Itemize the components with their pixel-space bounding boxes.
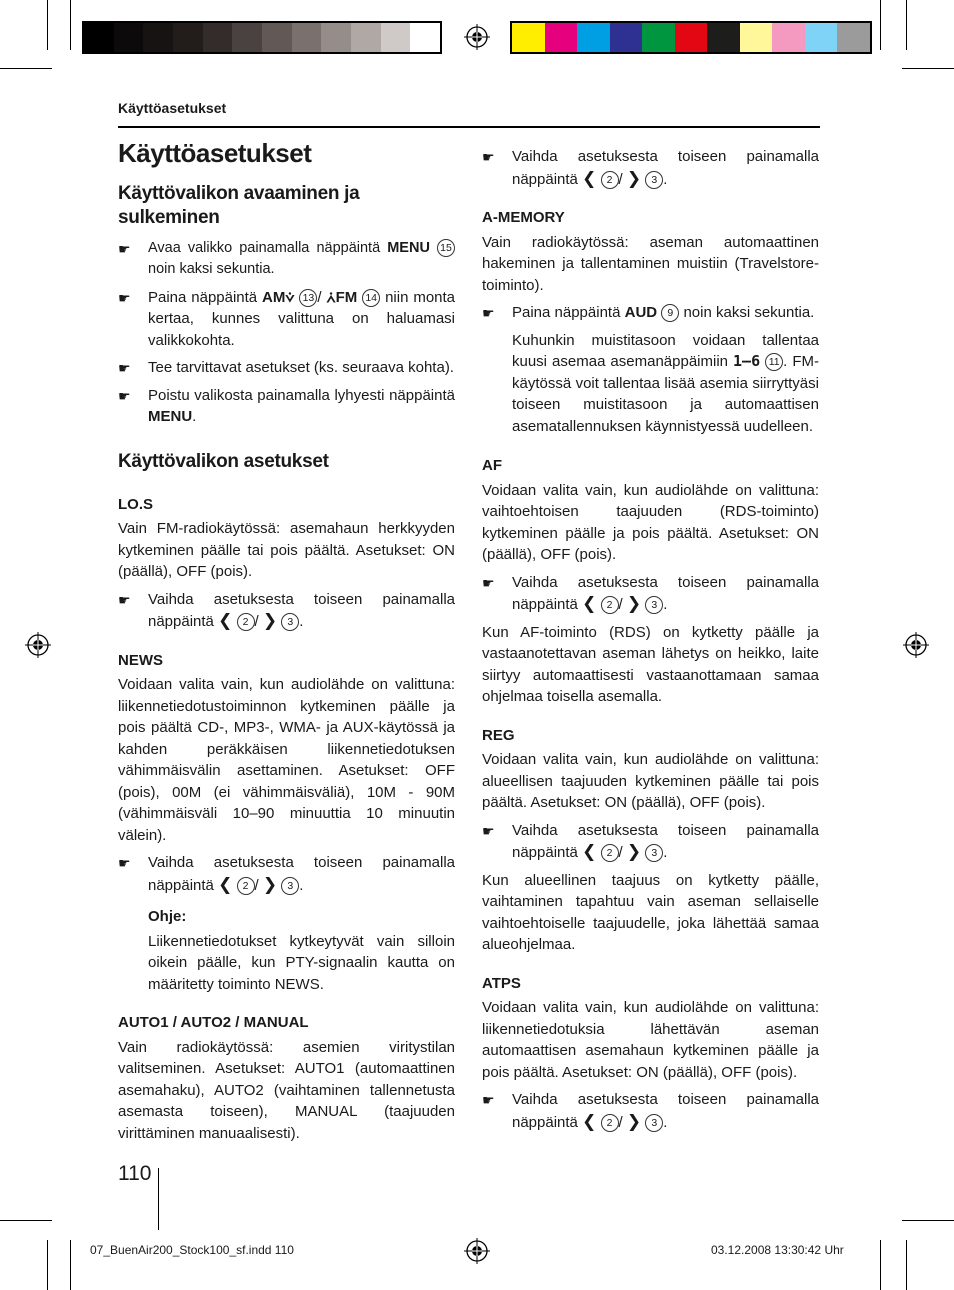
- gray-swatch: [232, 23, 262, 52]
- crop-mark: [70, 0, 71, 50]
- page-number-rule: [158, 1168, 159, 1230]
- process-swatch: [545, 23, 578, 52]
- bullet-press-aud: ☛ Paina näppäintä AUD 9 noin kaksi sekuntia.: [482, 302, 819, 324]
- setting-text-auto: Vain radiokäytössä: asemien viritystilan valitseminen. Asetukset: AUTO1 (automaattinen asemahaku), AUTO2 (vaihtaminen tallennetusta asemasta toiseen), MANUAL (taajuuden virittäminen manuaalisesti).: [118, 1038, 455, 1142]
- header-rule: [118, 126, 820, 128]
- setting-heading-af: AF: [482, 457, 502, 474]
- key-number-badge: 3: [281, 613, 299, 631]
- process-swatch: [512, 23, 545, 52]
- crop-mark: [902, 1220, 954, 1221]
- pointing-hand-icon: ☛: [118, 240, 131, 257]
- arrow-down-icon: ⩒: [285, 288, 295, 306]
- pointing-hand-icon: ☛: [482, 149, 495, 165]
- gray-swatch: [381, 23, 411, 52]
- crop-mark: [880, 0, 881, 50]
- arrow-left-icon: ❮: [582, 168, 597, 188]
- section-heading-menu-open: Käyttövalikon avaaminen ja sulkeminen: [118, 182, 360, 228]
- registration-mark-icon: [464, 1238, 490, 1264]
- gray-swatch: [351, 23, 381, 52]
- key-number-badge: 14: [362, 289, 380, 307]
- process-swatch: [772, 23, 805, 52]
- crop-mark: [906, 1240, 907, 1290]
- setting-heading-atps: ATPS: [482, 974, 521, 992]
- setting-heading-auto: AUTO1 / AUTO2 / MANUAL: [118, 1014, 309, 1031]
- section-heading-menu-settings: Käyttövalikon asetukset: [118, 450, 329, 472]
- setting-heading-los: LO.S: [118, 495, 154, 513]
- bullet-open-menu: ☛ Avaa valikko painamalla näppäintä MENU 15 noin kaksi sekuntia.: [118, 238, 455, 281]
- registration-mark-icon: [25, 632, 51, 658]
- setting-text-los: Vain FM-radiokäytössä: asemahaun herkkyyden kytkeminen päälle tai pois päältä. Asetukset: ON (päällä), OFF (pois).: [118, 520, 455, 580]
- reg-explanation: Kun alueellinen taajuus on kytketty päälle, vaihtaminen tapahtuu vain aseman sellaiselle vaihtoehtoiselle taajuudelle, joka lähettää samaa alueohjelmaa.: [482, 871, 819, 953]
- pointing-hand-icon: ☛: [482, 1092, 495, 1108]
- running-header: Käyttöasetukset: [118, 100, 227, 116]
- bullet-switch-step: ☛ Vaihda asetuksesta toiseen painamalla näppäintä ❮ 2 / ❯ 3 .: [118, 854, 455, 894]
- pointing-hand-icon: ☛: [482, 305, 495, 321]
- note-label: Ohje:: [148, 908, 187, 925]
- process-swatch: [610, 23, 643, 52]
- page-number: 110: [118, 1162, 152, 1185]
- bullet-switch-step: ☛ Vaihda asetuksesta toiseen painamalla näppäintä ❮ 2 / ❯ 3 .: [118, 590, 455, 630]
- registration-mark-icon: [903, 632, 929, 658]
- gray-swatch: [410, 23, 440, 52]
- setting-text-amemory: Vain radiokäytössä: aseman automaattinen hakeminen ja tallentaminen muistiin (Travelstore-toiminto).: [482, 233, 819, 294]
- setting-text-af: Voidaan valita vain, kun audiolähde on valittuna: vaihtoehtoisen taajuuden (RDS-toiminto) kytkeminen päälle ja pois päältä. Asetukset: ON (päällä), OFF (pois).: [482, 481, 819, 563]
- key-number-badge: 3: [281, 877, 299, 895]
- pointing-hand-icon: ☛: [118, 387, 131, 404]
- setting-heading-amemory: A-MEMORY: [482, 209, 565, 226]
- registration-mark-icon: [464, 24, 490, 50]
- bullet-select-item: ☛ Paina näppäintä AM⩒ 13 / ⩑FM 14 niin monta kertaa, kunnes valittuna on haluamasi valikkokohta.: [118, 288, 456, 349]
- setting-heading-reg: REG: [482, 726, 515, 744]
- process-swatch: [675, 23, 708, 52]
- gray-swatch: [321, 23, 351, 52]
- arrow-left-icon: ❮: [582, 842, 597, 861]
- crop-mark: [47, 0, 48, 50]
- amemory-detail: Kuhunkin muistitasoon voidaan tallentaa kuusi asemaa asemanäppäimiin 1–6 11 . FM-käytössä voit tallentaa lisää asemia siirryttyäsi toiseen muistitasoon ja automaattisen asematallennuksen käynnistyessä uudelleen.: [512, 331, 820, 435]
- key-number-badge: 3: [645, 844, 663, 862]
- pointing-hand-icon: ☛: [118, 360, 131, 376]
- af-explanation: Kun AF-toiminto (RDS) on kytketty päälle ja vastaanotettavan aseman lähetys on heikko, laite siirtyy automaattisesti vastaanottamaan samaa ohjelmaa toisella asemalla.: [482, 623, 819, 705]
- arrow-right-icon: ❯: [262, 611, 278, 630]
- gray-swatch: [84, 23, 114, 52]
- process-swatch: [707, 23, 740, 52]
- process-swatch: [837, 23, 870, 52]
- key-number-badge: 13: [299, 289, 317, 307]
- grayscale-color-bar: [82, 21, 442, 54]
- gray-swatch: [262, 23, 292, 52]
- crop-mark: [880, 1240, 881, 1290]
- process-swatch: [642, 23, 675, 52]
- bullet-switch-step: ☛ Vaihda asetuksesta toiseen painamalla näppäintä ❮ 2 / ❯ 3 .: [482, 148, 819, 188]
- key-number-badge: 2: [601, 844, 619, 862]
- arrow-right-icon: ❯: [626, 842, 642, 861]
- note-block: [118, 906, 455, 995]
- pointing-hand-icon: ☛: [118, 289, 131, 306]
- gray-swatch: [203, 23, 233, 52]
- key-number-badge: 2: [237, 877, 255, 895]
- arrow-right-icon: ❯: [626, 594, 642, 613]
- arrow-left-icon: ❮: [582, 1111, 597, 1131]
- crop-mark: [902, 68, 954, 69]
- bullet-make-settings: ☛ Tee tarvittavat asetukset (ks. seuraava kohta).: [118, 357, 455, 379]
- key-number-badge: 3: [645, 171, 663, 189]
- key-number-badge: 9: [661, 304, 679, 322]
- setting-text-atps: Voidaan valita vain, kun audiolähde on valittuna: liikennetiedotuksia lähettävän aseman automaattisen asemahaun kytkeminen päälle ja pois päältä. Asetukset: ON (päällä), OFF (pois).: [482, 999, 819, 1081]
- arrow-left-icon: ❮: [582, 594, 597, 613]
- bullet-switch-step: ☛ Vaihda asetuksesta toiseen painamalla näppäintä ❮ 2 / ❯ 3 .: [482, 821, 819, 861]
- pointing-hand-icon: ☛: [118, 855, 131, 871]
- arrow-up-icon: ⩑: [326, 288, 336, 306]
- pointing-hand-icon: ☛: [482, 822, 495, 839]
- process-color-bar: [510, 21, 872, 54]
- menu-key-label: MENU: [387, 239, 430, 256]
- arrow-left-icon: ❮: [218, 874, 233, 894]
- arrow-right-icon: ❯: [626, 1111, 642, 1131]
- gray-swatch: [173, 23, 203, 52]
- page-title: Käyttöasetukset: [118, 138, 312, 168]
- print-slug-timestamp: 03.12.2008 13:30:42 Uhr: [711, 1243, 844, 1257]
- key-number-badge: 2: [601, 171, 619, 189]
- pointing-hand-icon: ☛: [482, 574, 495, 591]
- right-column: [482, 146, 819, 1133]
- setting-heading-news: NEWS: [118, 651, 163, 669]
- arrow-right-icon: ❯: [626, 168, 642, 188]
- process-swatch: [577, 23, 610, 52]
- pointing-hand-icon: ☛: [118, 591, 131, 608]
- key-number-badge: 15: [437, 239, 455, 257]
- key-number-badge: 2: [237, 613, 255, 631]
- bullet-exit-menu: ☛ Poistu valikosta painamalla lyhyesti näppäintä MENU.: [118, 386, 455, 425]
- left-column: [118, 138, 456, 1144]
- note-text: Liikennetiedotukset kytkeytyvät vain silloin oikein päälle, kun PTY-signaalin kautta on määritetty toiminto NEWS.: [148, 932, 455, 993]
- gray-swatch: [292, 23, 322, 52]
- key-number-badge: 2: [601, 596, 619, 614]
- bullet-switch-step: ☛ Vaihda asetuksesta toiseen painamalla näppäintä ❮ 2 / ❯ 3 .: [482, 1091, 819, 1131]
- gray-swatch: [143, 23, 173, 52]
- setting-text-news: Voidaan valita vain, kun audiolähde on valittuna: liikennetiedotustoiminnon kytkeminen päälle ja pois päältä CD-, MP3-, WMA- ja AUX-käytössä ja kahden peräkkäisen liikennetiedotuksen vähimmäisvälin asettaminen. Asetukset: OFF (pois), 00M (ei vähimmäisväliä), 10M - 90M (vähimmäisväli 10–90 minuuttia 10 minuutin välein).: [118, 676, 455, 844]
- arrow-left-icon: ❮: [218, 611, 233, 630]
- print-slug-filename: 07_BuenAir200_Stock100_sf.indd 110: [90, 1243, 294, 1257]
- crop-mark: [906, 0, 907, 50]
- key-number-badge: 11: [765, 353, 783, 371]
- process-swatch: [740, 23, 773, 52]
- gray-swatch: [114, 23, 144, 52]
- crop-mark: [0, 68, 52, 69]
- bullet-switch-step: ☛ Vaihda asetuksesta toiseen painamalla näppäintä ❮ 2 / ❯ 3 .: [482, 573, 819, 613]
- crop-mark: [47, 1240, 48, 1290]
- key-number-badge: 3: [645, 596, 663, 614]
- key-number-badge: 3: [645, 1114, 663, 1132]
- crop-mark: [0, 1220, 52, 1221]
- process-swatch: [805, 23, 838, 52]
- setting-text-reg: Voidaan valita vain, kun audiolähde on valittuna: alueellisen taajuuden kytkeminen päälle tai pois päältä. Asetukset: ON (päällä), OFF (pois).: [482, 751, 819, 811]
- arrow-right-icon: ❯: [262, 874, 278, 894]
- key-number-badge: 2: [601, 1114, 619, 1132]
- crop-mark: [70, 1240, 71, 1290]
